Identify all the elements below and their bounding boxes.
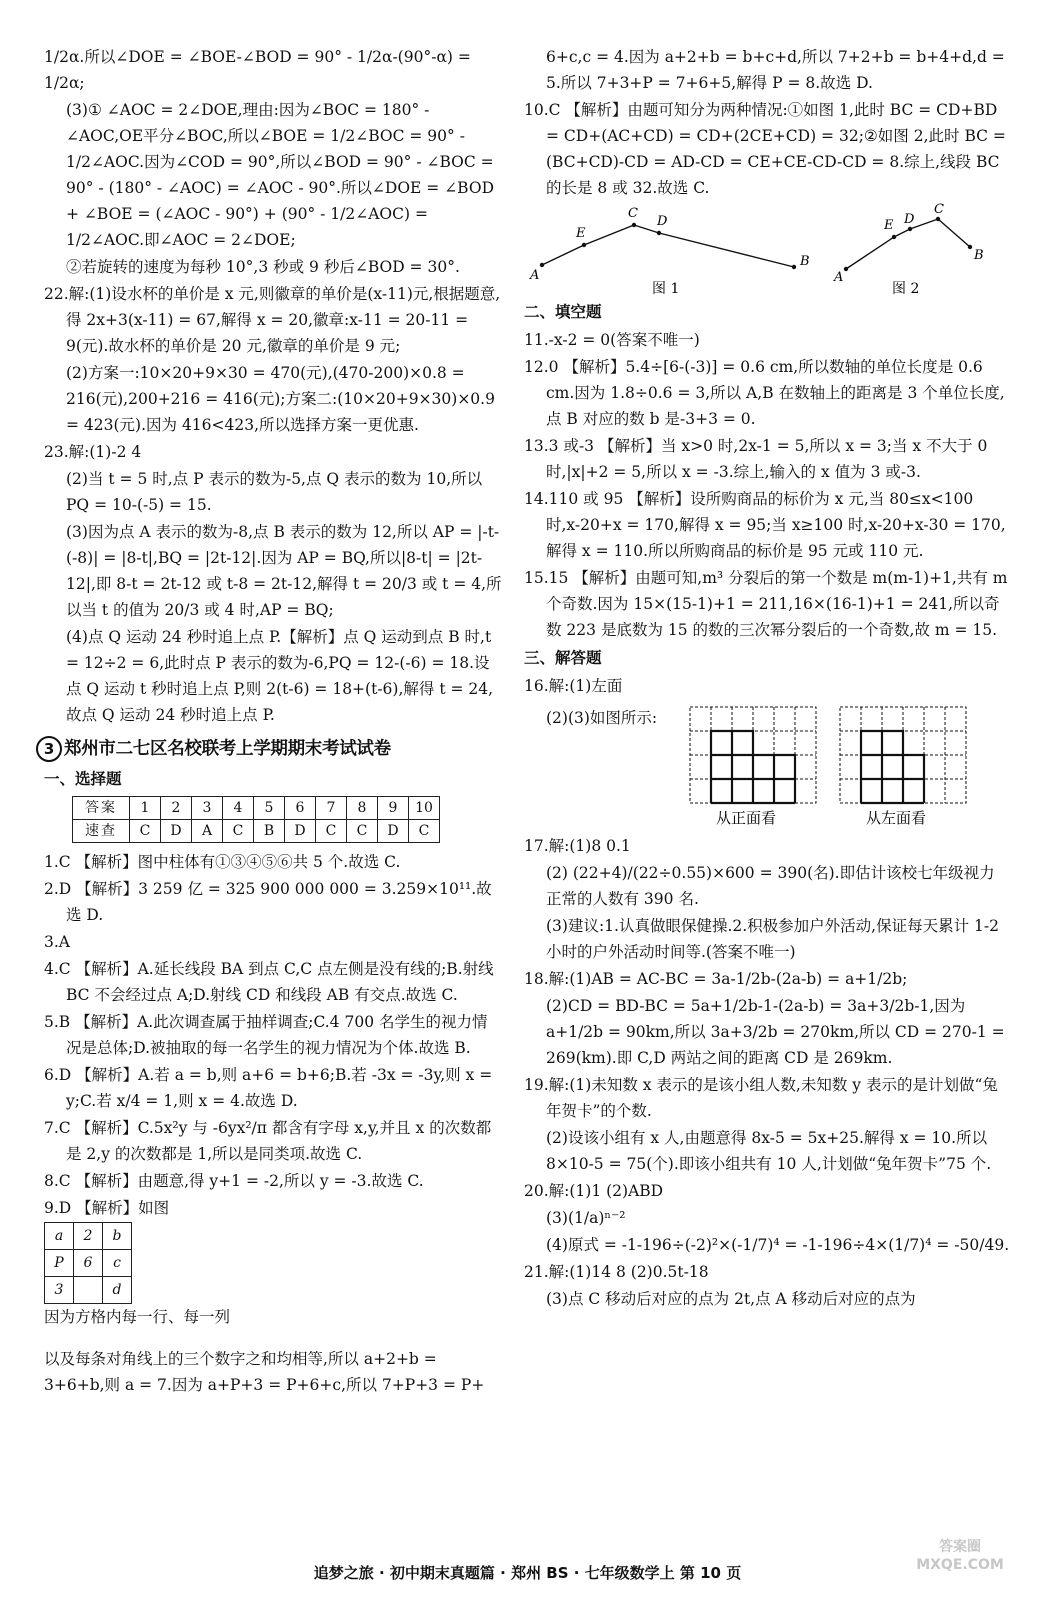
text-line: (3)因为点 A 表示的数为-8,点 B 表示的数为 12,所以 AP = |-t-(-8)| = |8-t|,BQ = |2t-12|.因为 AP = BQ,所以|8-t| = |2t-12|,即 8-t = 2t-12 或 t-8 = 2t-12,解得 t = 20/3 或 t = 4,所以当 t 的值为 20/3 或 4 时,AP = BQ; bbox=[66, 523, 502, 619]
answer-11: 11.-x-2 = 0(答案不唯一) bbox=[524, 331, 700, 349]
table-cell: 3 bbox=[192, 797, 223, 820]
table-row bbox=[73, 797, 440, 820]
front-view-grid bbox=[690, 707, 816, 803]
answer-13: 13.3 或-3 【解析】当 x>0 时,2x-1 = 5,所以 x = 3;当 x 不大于 0 时,|x|+2 = 5,所以 x = -3.综上,输入的 x 值为 3 或-3. bbox=[524, 437, 988, 481]
text-line: (3)建议:1.认真做眼保健操.2.积极参加户外活动,保证每天累计 1-2 小时的户外活动时间等.(答案不唯一) bbox=[546, 917, 999, 961]
table-cell: 1 bbox=[130, 797, 161, 820]
grid-cell bbox=[74, 1277, 103, 1304]
table-header: 速查 bbox=[73, 820, 130, 843]
section-heading: 二、填空题 bbox=[524, 303, 602, 321]
answer-table bbox=[72, 796, 440, 843]
text-line: (2)(3)如图所示: bbox=[546, 709, 658, 727]
answer-12: 12.0 【解析】5.4÷[6-(-3)] = 0.6 cm,所以数轴的单位长度是 0.6 cm.因为 1.8÷0.6 = 3,所以 A,B 在数轴上的距离是 3 个单位长度,点 B 对应的数 b 是-3+3 = 0. bbox=[524, 358, 1005, 428]
table-cell: C bbox=[347, 820, 378, 843]
right-column bbox=[524, 44, 1010, 1313]
exam-title-text: 郑州市二七区名校联考上学期期末考试试卷 bbox=[64, 739, 391, 759]
text-line: (2) (22+4)/(22÷0.55)×600 = 390(名).即估计该校七年级视力正常的人数有 390 名. bbox=[546, 864, 995, 908]
section-heading: 一、选择题 bbox=[44, 770, 122, 788]
text-line: (4)原式 = -1-196÷(-2)²×(-1/7)⁴ = -1-196÷4×(1/7)⁴ = -50/49. bbox=[546, 1236, 1010, 1254]
question-22: 22.解:(1)设水杯的单价是 x 元,则徽章的单价是(x-11)元,根据题意,得 2x+3(x-11) = 67,解得 x = 20,徽章:x-11 = 20-11 = 9(元).故水杯的单价是 20 元,徽章的单价是 9 元; bbox=[44, 285, 501, 355]
table-cell: A bbox=[192, 820, 223, 843]
label-B: B bbox=[974, 248, 984, 263]
text-line: (3)① ∠AOC = 2∠DOE,理由:因为∠BOC = 180° - ∠AOC,OE平分∠BOC,所以∠BOE = 1/2∠BOC = 90° - 1/2∠AOC.因为∠COD = 90°,所以∠BOD = 90° - ∠BOC = 90° - (180° - ∠AOC) = ∠AOC - 90°.所以∠DOE = ∠BOD + ∠BOE = (∠AOC - 90°) + (90° - 1/2∠AOC) = 1/2∠AOC.即∠AOC = 2∠DOE; bbox=[66, 101, 494, 249]
circled-number: 3 bbox=[36, 736, 62, 762]
text-line: 6+c,c = 4.因为 a+2+b = b+c+d,所以 7+2+b = b+4+d,d = 5.所以 7+3+P = 7+6+5,解得 P = 8.故选 D. bbox=[546, 48, 1005, 92]
left-view-caption: 从左面看 bbox=[866, 809, 927, 827]
answer-9 bbox=[44, 1195, 502, 1221]
point-A bbox=[540, 263, 544, 267]
point-D bbox=[908, 227, 912, 231]
table-cell: 10 bbox=[409, 797, 440, 820]
answer-14: 14.110 或 95 【解析】设所购商品的标价为 x 元,当 80≤x<100 时,x-20+x = 170,解得 x = 95;当 x≥100 时,x-20+x-30 = 170,解得 x = 110.所以所购商品的标价是 95 元或 110 元. bbox=[524, 490, 1006, 560]
text-line: ②若旋转的速度为每秒 10°,3 秒或 9 秒后∠BOD = 30°. bbox=[66, 258, 460, 276]
table-cell: D bbox=[161, 820, 192, 843]
table-cell: B bbox=[254, 820, 285, 843]
text-line: 1/2α.所以∠DOE = ∠BOE-∠BOD = 90° - 1/2α-(90°-α) = 1/2α; bbox=[44, 48, 471, 92]
point-C bbox=[632, 223, 636, 227]
segment-figures bbox=[524, 203, 1010, 295]
label-E: E bbox=[884, 218, 894, 233]
view-figures bbox=[524, 701, 1010, 827]
text-line: (2)方案一:10×20+9×30 = 470(元),(470-200)×0.8 = 216(元),200+216 = 416(元);方案二:(10×20+9×30)×0.9 = 423(元).因为 416<423,所以选择方案一更优惠. bbox=[66, 364, 495, 434]
answer-1: 1.C 【解析】图中柱体有①③④⑤⑥共 5 个.故选 C. bbox=[44, 853, 401, 871]
grid-cell: 2 bbox=[74, 1223, 103, 1250]
answer-20: 20.解:(1)1 (2)ABD bbox=[524, 1182, 664, 1200]
answer-21: 21.解:(1)14 8 (2)0.5t-18 bbox=[524, 1263, 709, 1281]
table-cell: 9 bbox=[378, 797, 409, 820]
answer-4: 4.C 【解析】A.延长线段 BA 到点 C,C 点左侧是没有线的;B.射线 BC 不会经过点 A;D.射线 CD 和线段 AB 有交点.故选 C. bbox=[44, 960, 494, 1004]
label-A: A bbox=[834, 270, 844, 285]
table-cell: C bbox=[223, 820, 254, 843]
segment-figures-svg bbox=[524, 203, 1010, 295]
grid-cell: P bbox=[45, 1250, 74, 1277]
table-cell: C bbox=[409, 820, 440, 843]
label-D: D bbox=[904, 212, 915, 227]
table-cell: 4 bbox=[223, 797, 254, 820]
grid-cell: b bbox=[103, 1223, 132, 1250]
point-A bbox=[844, 267, 848, 271]
grid-cell: 3 bbox=[45, 1277, 74, 1304]
point-B bbox=[792, 265, 796, 269]
table-cell: 2 bbox=[161, 797, 192, 820]
table-cell: 7 bbox=[316, 797, 347, 820]
exam-title bbox=[36, 736, 502, 762]
label-A: A bbox=[530, 268, 540, 283]
text-line: (3)点 C 移动后对应的点为 2t,点 A 移动后对应的点为 bbox=[546, 1290, 916, 1308]
table-cell: D bbox=[378, 820, 409, 843]
table-cell: 6 bbox=[285, 797, 316, 820]
question-23: 23.解:(1)-2 4 bbox=[44, 443, 142, 461]
answer-16: 16.解:(1)左面 bbox=[524, 677, 623, 695]
answer-3: 3.A bbox=[44, 933, 70, 951]
point-E bbox=[582, 243, 586, 247]
text-line: (2)CD = BD-BC = 5a+1/2b-1-(2a-b) = 3a+3/2b-1,因为 a+1/2b = 90km,所以 3a+3/2b = 270km,所以 CD = 270-1 = 269(km).即 C,D 两站之间的距离 CD 是 269km. bbox=[546, 997, 1005, 1067]
point-B bbox=[968, 245, 972, 249]
answer-15: 15.15 【解析】由题可知,m³ 分裂后的第一个数是 m(m-1)+1,共有 m 个奇数.因为 15×(15-1)+1 = 211,16×(16-1)+1 = 241,所以奇数 223 是底数为 15 的数的三次幂分裂后的一个奇数,故 m = 15. bbox=[524, 569, 1008, 639]
text-line: (2)当 t = 5 时,点 P 表示的数为-5,点 Q 表示的数为 10,所以 PQ = 10-(-5) = 15. bbox=[66, 470, 483, 514]
table-header: 答案 bbox=[73, 797, 130, 820]
answer-18: 18.解:(1)AB = AC-BC = 3a-1/2b-(2a-b) = a+1/2b; bbox=[524, 970, 908, 988]
answer-7: 7.C 【解析】C.5x²y 与 -6yx²/π 都含有字母 x,y,并且 x 的次数都是 2,y 的次数都是 1,所以是同类项.故选 C. bbox=[44, 1119, 492, 1163]
answer-6: 6.D 【解析】A.若 a = b,则 a+6 = b+6;B.若 -3x = -3y,则 x = y;C.若 x/4 = 1,则 x = 4.故选 D. bbox=[44, 1066, 493, 1110]
point-D bbox=[657, 231, 661, 235]
label-C: C bbox=[934, 203, 944, 217]
front-view-caption: 从正面看 bbox=[716, 809, 777, 827]
table-cell: C bbox=[130, 820, 161, 843]
left-column bbox=[44, 44, 502, 1399]
answer-9-prefix: 9.D 【解析】如图 bbox=[44, 1199, 170, 1217]
point-C bbox=[936, 217, 940, 221]
figure-2-caption: 图 2 bbox=[892, 281, 920, 295]
label-E: E bbox=[576, 226, 586, 241]
label-B: B bbox=[800, 254, 810, 269]
text-line: (4)点 Q 运动 24 秒时追上点 P.【解析】点 Q 运动到点 B 时,t = 12÷2 = 6,此时点 P 表示的数为-6,PQ = 12-(-6) = 18.设点 Q 运动 t 秒时追上点 P,则 2(t-6) = 18+(t-6),解得 t = 24,故点 Q 运动 24 秒时追上点 P. bbox=[66, 628, 494, 724]
answer-9-suffix: 因为方格内每一行、每一列 bbox=[44, 1308, 231, 1326]
figure-1 bbox=[529, 206, 810, 283]
watermark-logo bbox=[880, 1538, 1040, 1594]
answer-19: 19.解:(1)未知数 x 表示的是该小组人数,未知数 y 表示的是计划做“兔年贺卡”的个数. bbox=[524, 1076, 998, 1120]
view-grids-svg bbox=[524, 701, 1010, 827]
watermark-url: MXQE.COM bbox=[916, 1557, 1004, 1573]
point-E bbox=[892, 235, 896, 239]
grid-cell: c bbox=[103, 1250, 132, 1277]
text-line: (3)(1/a)ⁿ⁻² bbox=[546, 1209, 626, 1227]
table-cell: 5 bbox=[254, 797, 285, 820]
grid-cell: a bbox=[45, 1223, 74, 1250]
figure-1-caption: 图 1 bbox=[652, 281, 680, 295]
left-view-grid bbox=[840, 707, 966, 803]
table-cell: 8 bbox=[347, 797, 378, 820]
answer-5: 5.B 【解析】A.此次调查属于抽样调查;C.4 700 名学生的视力情况是总体;D.被抽取的每一名学生的视力情况为个体.故选 B. bbox=[44, 1013, 488, 1057]
figure-2 bbox=[833, 203, 984, 285]
grid-cell: d bbox=[103, 1277, 132, 1304]
answer-8: 8.C 【解析】由题意,得 y+1 = -2,所以 y = -3.故选 C. bbox=[44, 1172, 424, 1190]
answer-2: 2.D 【解析】3 259 亿 = 325 900 000 000 = 3.259×10¹¹.故选 D. bbox=[44, 880, 492, 924]
text-line: 以及每条对角线上的三个数字之和均相等,所以 a+2+b = 3+6+b,则 a = 7.因为 a+P+3 = P+6+c,所以 7+P+3 = P+ bbox=[44, 1349, 485, 1394]
table-cell: C bbox=[316, 820, 347, 843]
text-line: (2)设该小组有 x 人,由题意得 8x-5 = 5x+25.解得 x = 10.所以 8×10-5 = 75(个).即该小组共有 10 人,计划做“兔年贺卡”75 个. bbox=[546, 1129, 992, 1173]
answer-10: 10.C 【解析】由题可知分为两种情况:①如图 1,此时 BC = CD+BD = CD+(AC+CD) = CD+(2CE+CD) = 32;②如图 2,此时 BC = (BC+CD)-CD = AD-CD = CE+CE-CD-CD = 8.综上,线段 BC 的长是 8 或 32.故选 C. bbox=[524, 101, 1006, 197]
answer-17: 17.解:(1)8 0.1 bbox=[524, 837, 631, 855]
section-heading: 三、解答题 bbox=[524, 649, 602, 667]
grid-cell: 6 bbox=[74, 1250, 103, 1277]
label-D: D bbox=[657, 214, 668, 229]
page-footer: 追梦之旅 · 初中期末真题篇 · 郑州 BS · 七年级数学上 第 10 页 bbox=[313, 1564, 742, 1582]
label-C: C bbox=[628, 206, 638, 221]
table-cell: D bbox=[285, 820, 316, 843]
watermark-text: 答案圈 bbox=[939, 1539, 981, 1555]
table-row bbox=[73, 820, 440, 843]
